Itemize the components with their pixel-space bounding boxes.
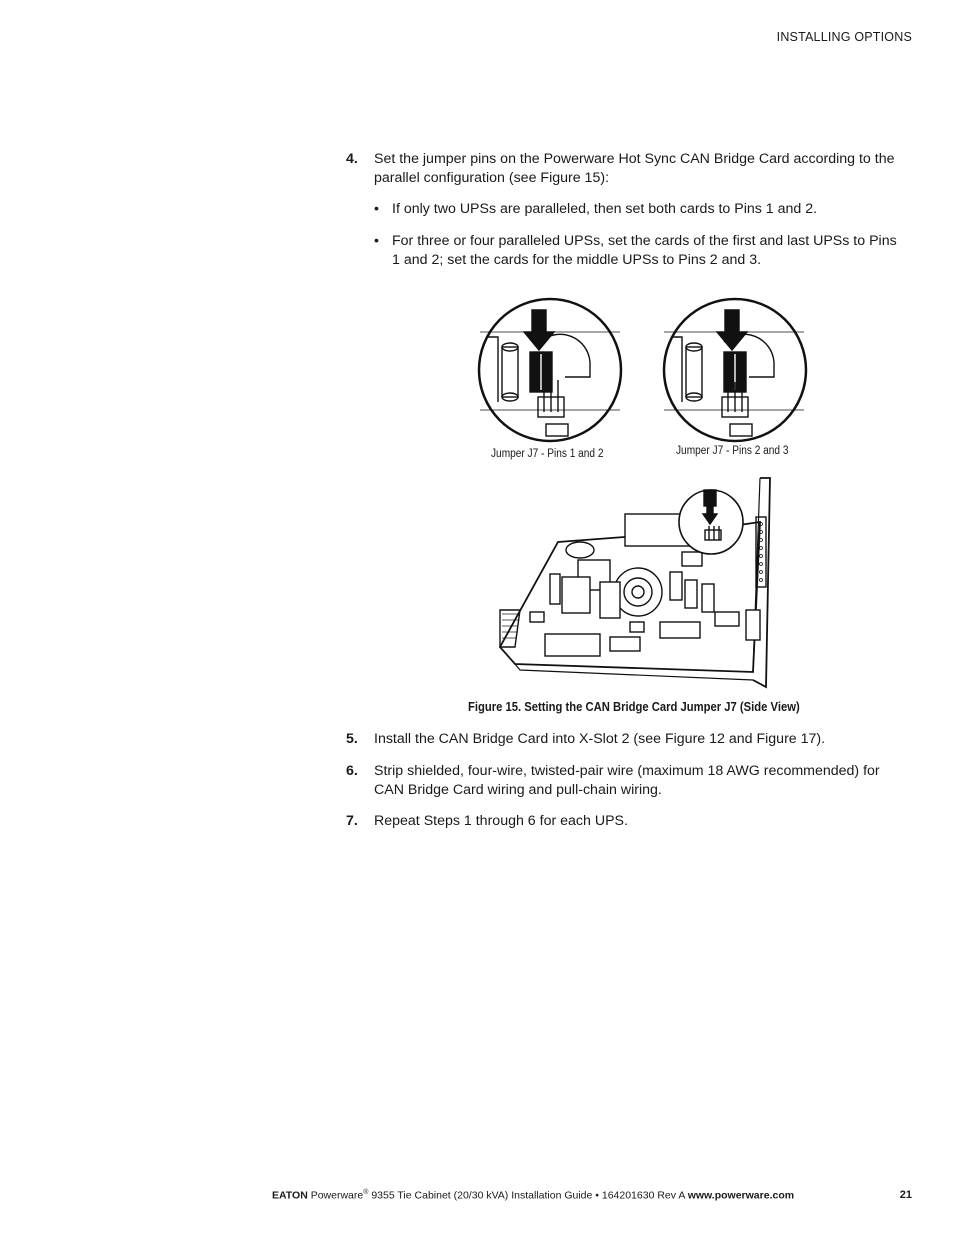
page-number: 21	[899, 1189, 912, 1201]
bullet-dot: •	[374, 201, 379, 217]
step-number: 7.	[346, 813, 358, 829]
step-7	[346, 812, 906, 831]
bullet-item	[374, 200, 904, 219]
step-text: Strip shielded, four-wire, twisted-pair wire (maximum 18 AWG recommended) for CAN Bridge Card wiring and pull-chain wiring.	[374, 763, 880, 798]
footer-brand: EATON	[272, 1189, 308, 1202]
label-jumper-pins-1-2: Jumper J7 - Pins 1 and 2	[491, 448, 604, 460]
bullet-text: For three or four paralleled UPSs, set the cards of the first and last UPSs to Pins 1 and 2; set the cards for the middle UPSs to Pins 2 and 3.	[392, 233, 897, 268]
step-text: Repeat Steps 1 through 6 for each UPS.	[374, 813, 628, 829]
step-text: Install the CAN Bridge Card into X-Slot 2 (see Figure 12 and Figure 17).	[374, 731, 826, 747]
step-number: 5.	[346, 731, 358, 747]
step-6	[346, 762, 906, 799]
step-number: 4.	[346, 151, 358, 167]
step-5	[346, 730, 906, 749]
footer-url: www.powerware.com	[687, 1189, 795, 1202]
jumper-pins-2-3-detail	[664, 299, 806, 441]
figure-caption: Figure 15. Setting the CAN Bridge Card Jumper J7 (Side View)	[468, 700, 800, 714]
bullet-dot: •	[374, 233, 379, 249]
registered-mark: ®	[363, 1189, 369, 1196]
page-footer	[272, 1189, 794, 1202]
bullet-item	[374, 232, 904, 269]
can-bridge-card-illustration	[470, 292, 820, 692]
footer-product: Powerware	[310, 1189, 364, 1202]
step-number: 6.	[346, 763, 358, 779]
footer-doc: 9355 Tie Cabinet (20/30 kVA) Installation Guide • 164201630 Rev A	[368, 1189, 688, 1202]
step-4	[346, 150, 906, 187]
label-jumper-pins-2-3: Jumper J7 - Pins 2 and 3	[676, 445, 789, 457]
step-text: Set the jumper pins on the Powerware Hot Sync CAN Bridge Card according to the parallel configuration (see Figure 15):	[374, 151, 895, 186]
bullet-text: If only two UPSs are paralleled, then set both cards to Pins 1 and 2.	[392, 201, 818, 217]
can-bridge-card	[500, 478, 770, 687]
jumper-pins-1-2-detail	[479, 299, 621, 441]
section-header: INSTALLING OPTIONS	[776, 30, 912, 44]
figure-15	[470, 292, 820, 692]
